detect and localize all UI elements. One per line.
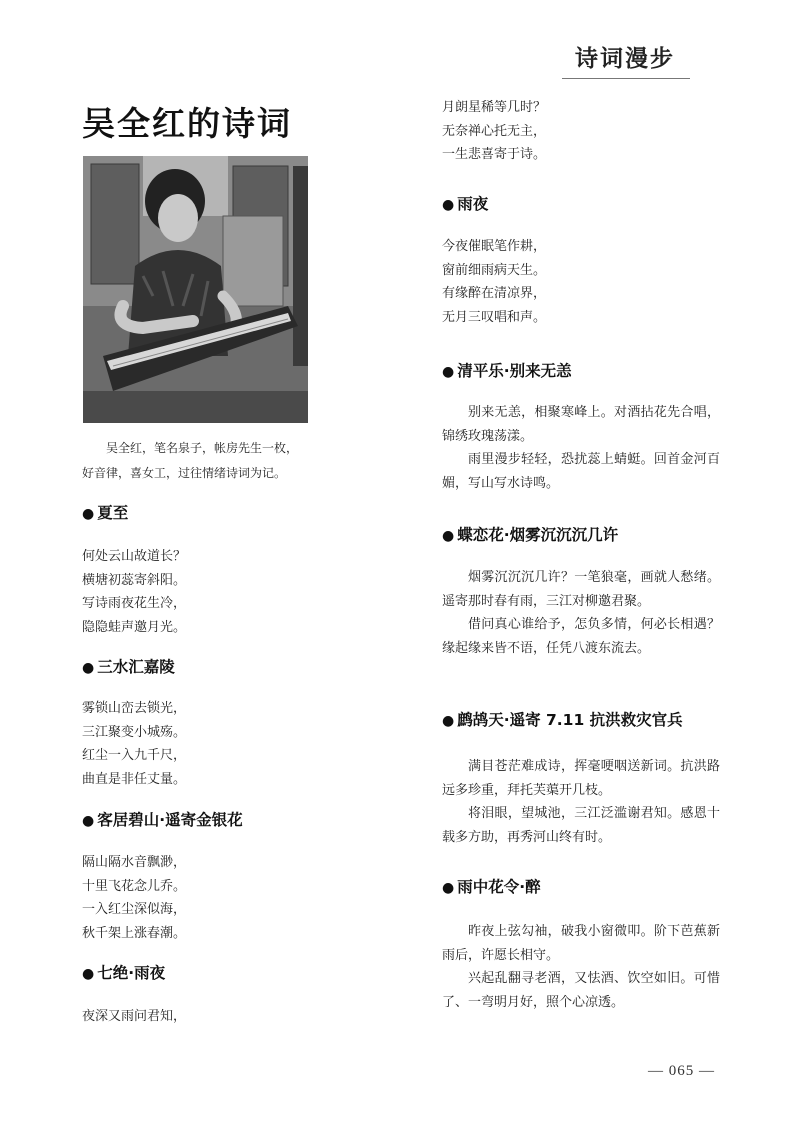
poem-body: 何处云山故道长？ 横塘初蕊寄斜阳。 写诗雨夜花生冷， 隐隐蛙声邀月光。: [82, 549, 187, 635]
poem-title: ● 三水汇嘉陵: [82, 658, 175, 676]
section-title: 诗词漫步: [575, 45, 675, 72]
poem-title: ● 夏至: [82, 504, 129, 522]
poem-title: ● 雨中花令·醉: [442, 878, 541, 896]
poem-body: 别来无恙，相聚寒峰上。对酒拈花先合唱，锦绣玫瑰荡漾。 雨里漫步轻轻，恐扰蕊上蜻蜓。回首金河百媚，写山写水诗鸣。: [442, 405, 720, 491]
poem-body: 隔山隔水音飘渺， 十里飞花念儿乔。 一入红尘深似海， 秋千架上涨春潮。: [82, 855, 187, 941]
article-title: 吴全红的诗词: [82, 104, 292, 143]
author-bio: 吴全红，笔名泉子，帐房先生一枚，好音律，喜女工，过往情绪诗词为记。: [82, 441, 299, 480]
poem-body: 烟雾沉沉沉几许？一笔狼毫，画就人愁绪。遥寄那时春有雨，三江对柳邀君聚。 借问真心谁给予，怎负多情，何必长相遇？缘起缘来皆不语，任凭八渡东流去。: [442, 570, 720, 656]
poem-title: ● 客居碧山·遥寄金银花: [82, 811, 243, 829]
poem-title: ● 蝶恋花·烟雾沉沉沉几许: [442, 526, 619, 544]
poem-body-continued: 月朗星稀等几时？ 无奈禅心托无主， 一生悲喜寄于诗。: [442, 100, 547, 162]
author-photo: [83, 156, 308, 423]
header-rule: [562, 78, 690, 79]
poem-title: ● 七绝·雨夜: [82, 964, 166, 982]
poem-title: ● 雨夜: [442, 195, 489, 213]
poem-title: ● 清平乐·别来无恙: [442, 362, 572, 380]
poem-body: 雾锁山峦去锁光， 三江聚变小城殇。 红尘一入九千尺， 曲直是非任丈量。: [82, 701, 187, 787]
poem-body: 今夜催眠笔作耕， 窗前细雨病天生。 有缘醉在清凉界， 无月三叹唱和声。: [442, 239, 547, 325]
page-number: — 065 —: [648, 1063, 715, 1079]
author-photo-illustration: [83, 156, 308, 423]
poem-body: 满目苍茫难成诗，挥毫哽咽送新词。抗洪路远多珍重，拜托芙蕖开几枝。 将泪眼，望城池，三江泛滥谢君知。感恩十载多方助，再秀河山终有时。: [442, 759, 720, 845]
poem-title: ● 鹧鸪天·遥寄 7.11 抗洪救灾官兵: [442, 711, 683, 729]
poem-body: 夜深又雨问君知，: [82, 1009, 187, 1024]
section-header: [570, 40, 690, 73]
poem-body: 昨夜上弦勾袖，破我小窗微叩。阶下芭蕉新雨后，许愿长相守。 兴起乱翻寻老酒，又怯酒、饮空如旧。可惜了、一弯明月好，照个心凉透。: [442, 924, 720, 1010]
